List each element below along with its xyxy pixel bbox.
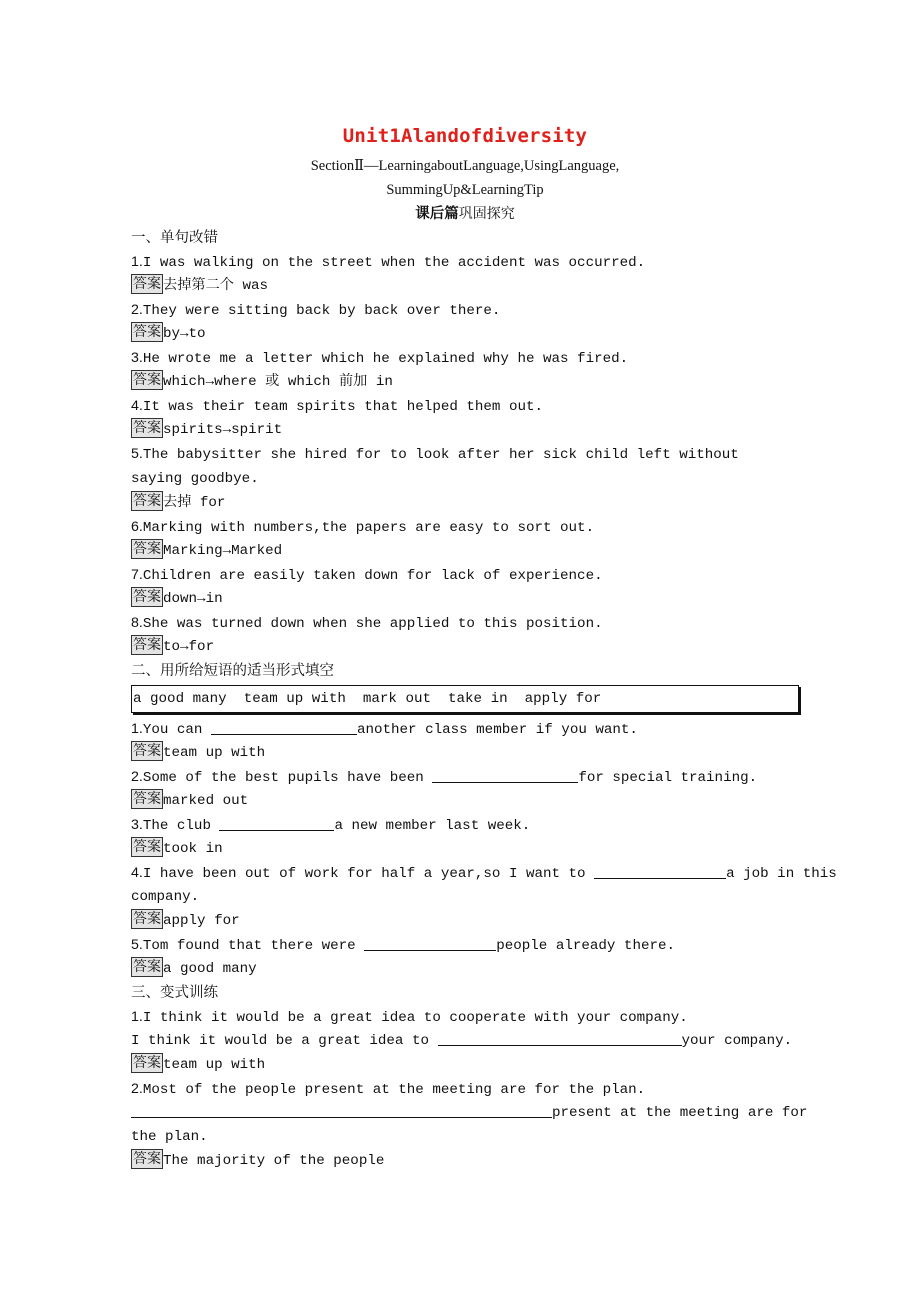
answer-label: 答案 <box>133 959 161 975</box>
answer-blank[interactable] <box>364 935 496 951</box>
answer-label: 答案 <box>133 911 161 927</box>
answer-line <box>131 909 799 933</box>
answer-label: 答案 <box>133 493 161 509</box>
answer-line <box>131 789 799 813</box>
question-line <box>131 611 799 635</box>
worksheet <box>131 118 837 1173</box>
section-subtitle-line2: SummingUp&LearningTip <box>386 182 544 198</box>
answer-line <box>131 322 799 346</box>
section-subtitle-line1: SectionⅡ—LearningaboutLanguage,UsingLanguage, <box>310 158 620 174</box>
section1-items <box>131 250 799 659</box>
answer-text: to→for <box>163 639 215 655</box>
section2-heading: 二、用所给短语的适当形式填空 <box>131 663 334 679</box>
answer-line <box>131 1053 799 1077</box>
section3-items <box>131 1005 808 1173</box>
question-text-after: for special training. <box>578 770 758 786</box>
question-line <box>131 298 799 322</box>
answer-text: apply for <box>163 913 240 929</box>
question-text-before: I have been out of work for half a year,so I want to <box>142 866 595 882</box>
rewrite-line <box>131 1101 808 1125</box>
answer-text: The majority of the people <box>163 1153 385 1169</box>
question-number: 1. <box>131 721 143 737</box>
question-line-continued <box>131 885 799 909</box>
answer-blank[interactable] <box>131 1102 552 1118</box>
answer-line <box>131 418 799 442</box>
question-number: 3. <box>131 817 143 833</box>
answer-blank[interactable] <box>211 719 357 735</box>
question-text: Children are easily taken down for lack of experience. <box>142 568 603 584</box>
section3-heading: 三、变式训练 <box>131 985 218 1001</box>
answer-text: team up with <box>163 745 266 761</box>
answer-line <box>131 741 799 765</box>
word-bank: a good many team up with mark out take in apply for <box>131 685 799 713</box>
answer-label: 答案 <box>133 1055 161 1071</box>
question-text: He wrote me a letter which he explained why he was fired. <box>142 351 629 367</box>
question-text: I was walking on the street when the accident was occurred. <box>142 255 646 271</box>
answer-text: took in <box>163 841 223 857</box>
question-number: 1. <box>131 1009 143 1025</box>
question-line <box>131 346 799 370</box>
question-line <box>131 717 799 741</box>
answer-label: 答案 <box>133 743 161 759</box>
answer-text: 去掉第二个 was <box>163 278 268 294</box>
question-text-before: You can <box>142 722 211 738</box>
answer-label: 答案 <box>133 324 161 340</box>
question-number: 2. <box>131 769 143 785</box>
question-text-after: people already there. <box>496 938 676 954</box>
answer-text: by→to <box>163 326 206 342</box>
question-text-after: a new member last week. <box>334 818 531 834</box>
question-line <box>131 515 799 539</box>
answer-label: 答案 <box>133 276 161 292</box>
question-number: 4. <box>131 398 143 414</box>
question-text: The babysitter she hired for to look after her sick child left without saying goodbye. <box>131 447 739 487</box>
answer-line <box>131 587 799 611</box>
question-line <box>131 861 837 885</box>
question-number: 6. <box>131 519 143 535</box>
answer-text: team up with <box>163 1057 266 1073</box>
banner-bold: 课后篇 <box>415 205 459 222</box>
answer-text: which→where 或 which 前加 in <box>163 374 393 390</box>
question-number: 2. <box>131 1081 143 1097</box>
answer-line <box>131 1149 799 1173</box>
original-text: I think it would be a great idea to cooperate with your company. <box>142 1010 688 1026</box>
question-number: 5. <box>131 446 143 462</box>
rewrite-text-after: present at the meeting are for <box>552 1105 808 1121</box>
question-number: 5. <box>131 937 143 953</box>
question-number: 3. <box>131 350 143 366</box>
answer-blank[interactable] <box>594 863 726 879</box>
answer-text: down→in <box>163 591 223 607</box>
original-text: Most of the people present at the meeting are for the plan. <box>142 1082 646 1098</box>
banner-rest: 巩固探究 <box>458 206 515 222</box>
practice-banner <box>131 202 799 226</box>
answer-text: spirits→spirit <box>163 422 283 438</box>
rewrite-line <box>131 1029 799 1053</box>
question-text-after: another class member if you want. <box>356 722 638 738</box>
question-line <box>131 442 776 491</box>
question-number: 1. <box>131 254 143 270</box>
answer-line <box>131 635 799 659</box>
question-line <box>131 250 799 274</box>
answer-label: 答案 <box>133 589 161 605</box>
answer-label: 答案 <box>133 637 161 653</box>
question-number: 8. <box>131 615 143 631</box>
answer-blank[interactable] <box>219 815 334 831</box>
question-text: It was their team spirits that helped them out. <box>142 399 543 415</box>
question-text: Marking with numbers,the papers are easy to sort out. <box>142 520 595 536</box>
question-text-after: a job in this <box>726 866 837 882</box>
answer-line <box>131 274 799 298</box>
question-number: 4. <box>131 865 143 881</box>
rewrite-text-after: your company. <box>681 1033 793 1049</box>
answer-line <box>131 491 799 515</box>
question-line <box>131 933 799 957</box>
section2-items <box>131 717 837 981</box>
answer-text: marked out <box>163 793 249 809</box>
rewrite-text-continued: the plan. <box>131 1129 208 1145</box>
question-line <box>131 394 799 418</box>
answer-label: 答案 <box>133 791 161 807</box>
question-text: She was turned down when she applied to this position. <box>142 616 603 632</box>
answer-label: 答案 <box>133 372 161 388</box>
answer-label: 答案 <box>133 541 161 557</box>
question-text-before: The club <box>142 818 220 834</box>
answer-text: 去掉 for <box>163 495 226 511</box>
original-sentence <box>131 1077 799 1101</box>
rewrite-text-before: I think it would be a great idea to <box>131 1033 438 1049</box>
question-number: 2. <box>131 302 143 318</box>
answer-line <box>131 539 799 563</box>
answer-blank[interactable] <box>438 1030 682 1046</box>
question-text-before: Some of the best pupils have been <box>142 770 433 786</box>
question-text-continued: company. <box>131 889 200 905</box>
question-line <box>131 563 799 587</box>
question-line <box>131 765 799 789</box>
answer-label: 答案 <box>133 839 161 855</box>
question-number: 7. <box>131 567 143 583</box>
page-title: Unit1Alandofdiversity <box>342 125 588 147</box>
answer-label: 答案 <box>133 420 161 436</box>
answer-label: 答案 <box>133 1151 161 1167</box>
section1-heading: 一、单句改错 <box>131 230 218 246</box>
answer-line <box>131 957 799 981</box>
answer-line <box>131 370 799 394</box>
rewrite-line-continued <box>131 1125 799 1149</box>
question-text-before: Tom found that there were <box>142 938 365 954</box>
question-line <box>131 813 799 837</box>
original-sentence <box>131 1005 799 1029</box>
question-text: They were sitting back by back over there. <box>142 303 501 319</box>
answer-blank[interactable] <box>432 767 578 783</box>
answer-line <box>131 837 799 861</box>
answer-text: Marking→Marked <box>163 543 283 559</box>
answer-text: a good many <box>163 961 257 977</box>
